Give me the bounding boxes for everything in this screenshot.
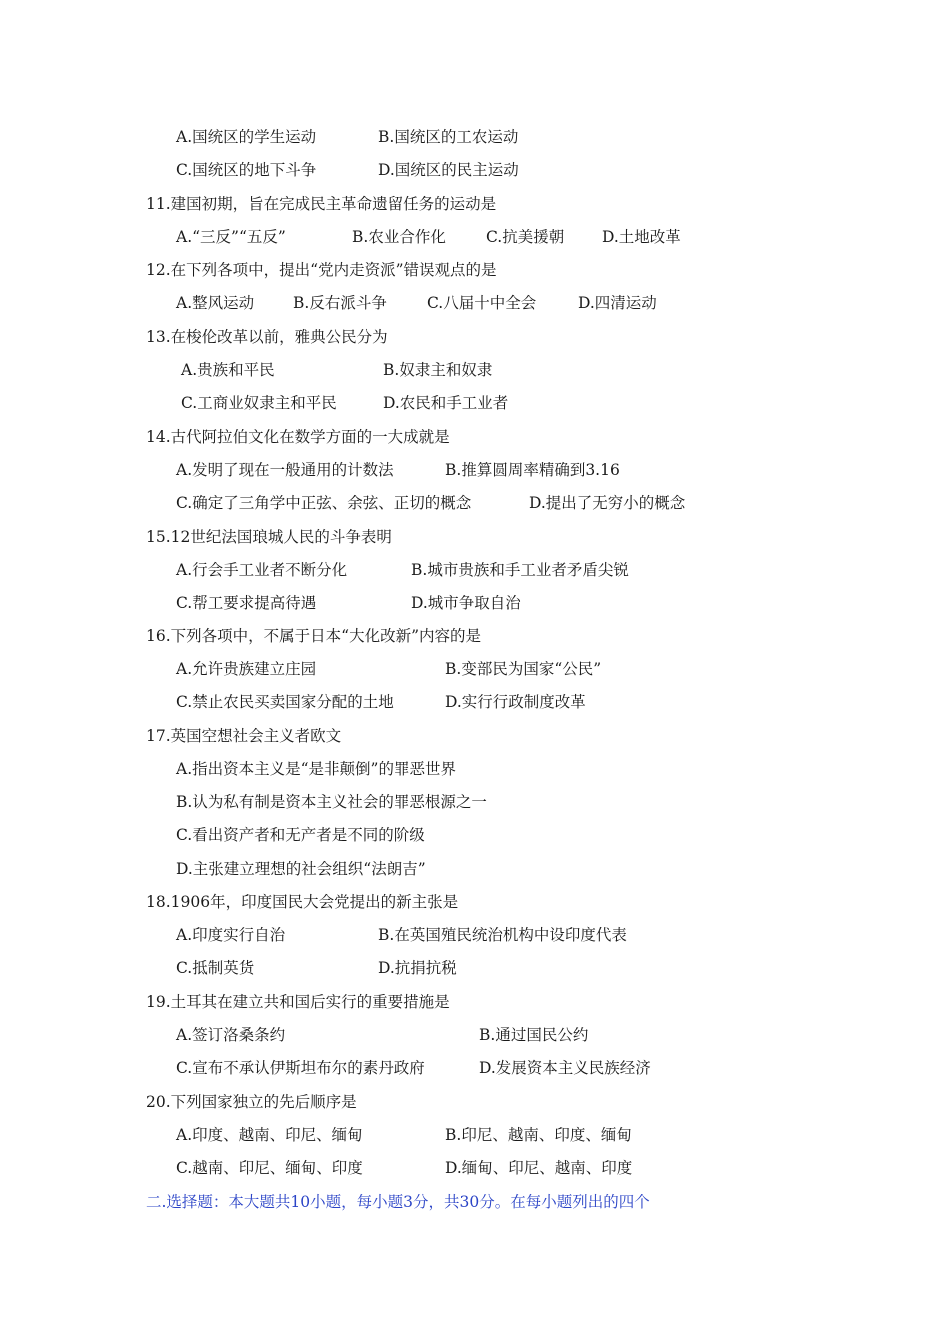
q15-option-d: D.城市争取自治 — [411, 594, 521, 612]
q18-option-b: B.在英国殖民统治机构中设印度代表 — [378, 926, 627, 944]
q19-stem: 19.土耳其在建立共和国后实行的重要措施是 — [146, 993, 450, 1011]
q20-option-a: A.印度、越南、印尼、缅甸 — [176, 1126, 363, 1144]
q11-option-d: D.土地改革 — [602, 228, 681, 246]
q10-option-b: B.国统区的工农运动 — [378, 128, 519, 146]
q17-option-d: D.主张建立理想的社会组织“法朗吉” — [176, 860, 426, 878]
q20-option-c: C.越南、印尼、缅甸、印度 — [176, 1159, 363, 1177]
q15-option-b: B.城市贵族和手工业者矛盾尖锐 — [411, 561, 629, 579]
q11-option-a: A.“三反”“五反” — [176, 228, 286, 246]
q13-option-b: B.奴隶主和奴隶 — [383, 361, 493, 379]
q14-option-a: A.发明了现在一般通用的计数法 — [176, 461, 394, 479]
q20-option-d: D.缅甸、印尼、越南、印度 — [445, 1159, 633, 1177]
q17-option-c: C.看出资产者和无产者是不同的阶级 — [176, 826, 425, 844]
q15-option-a: A.行会手工业者不断分化 — [176, 561, 348, 579]
q20-option-b: B.印尼、越南、印度、缅甸 — [445, 1126, 632, 1144]
q10-option-c: C.国统区的地下斗争 — [176, 161, 317, 179]
q13-option-c: C.工商业奴隶主和平民 — [181, 394, 337, 412]
q15-stem: 15.12世纪法国琅城人民的斗争表明 — [146, 528, 392, 546]
section-two-heading: 二.选择题：本大题共10小题，每小题3分，共30分。在每小题列出的四个 — [146, 1193, 650, 1211]
q14-stem: 14.古代阿拉伯文化在数学方面的一大成就是 — [146, 428, 450, 446]
q19-option-c: C.宣布不承认伊斯坦布尔的素丹政府 — [176, 1059, 425, 1077]
q10-option-a: A.国统区的学生运动 — [176, 128, 317, 146]
q12-stem: 12.在下列各项中，提出“党内走资派”错误观点的是 — [146, 261, 497, 279]
q15-option-c: C.帮工要求提高待遇 — [176, 594, 317, 612]
q18-option-c: C.抵制英货 — [176, 959, 255, 977]
q13-stem: 13.在梭伦改革以前，雅典公民分为 — [146, 328, 388, 346]
q14-option-d: D.提出了无穷小的概念 — [529, 494, 686, 512]
q16-option-c: C.禁止农民买卖国家分配的土地 — [176, 693, 394, 711]
q16-option-d: D.实行行政制度改革 — [445, 693, 586, 711]
q20-stem: 20.下列国家独立的先后顺序是 — [146, 1093, 357, 1111]
q16-option-b: B.变部民为国家“公民” — [445, 660, 602, 678]
q18-option-a: A.印度实行自治 — [176, 926, 286, 944]
q18-stem: 18.1906年，印度国民大会党提出的新主张是 — [146, 893, 459, 911]
q13-option-d: D.农民和手工业者 — [383, 394, 509, 412]
q19-option-a: A.签订洛桑条约 — [176, 1026, 286, 1044]
q12-option-c: C.八届十中全会 — [427, 294, 537, 312]
q14-option-b: B.推算圆周率精确到3.16 — [445, 461, 620, 479]
q16-stem: 16.下列各项中，不属于日本“大化改新”内容的是 — [146, 627, 481, 645]
q13-option-a: A.贵族和平民 — [181, 361, 275, 379]
q16-option-a: A.允许贵族建立庄园 — [176, 660, 317, 678]
q19-option-b: B.通过国民公约 — [479, 1026, 589, 1044]
q17-stem: 17.英国空想社会主义者欧文 — [146, 727, 342, 745]
q11-option-b: B.农业合作化 — [352, 228, 446, 246]
q19-option-d: D.发展资本主义民族经济 — [479, 1059, 651, 1077]
q17-option-a: A.指出资本主义是“是非颠倒”的罪恶世界 — [176, 760, 456, 778]
q14-option-c: C.确定了三角学中正弦、余弦、正切的概念 — [176, 494, 472, 512]
q11-option-c: C.抗美援朝 — [486, 228, 565, 246]
q12-option-b: B.反右派斗争 — [293, 294, 387, 312]
q17-option-b: B.认为私有制是资本主义社会的罪恶根源之一 — [176, 793, 487, 811]
q10-option-d: D.国统区的民主运动 — [378, 161, 519, 179]
q18-option-d: D.抗捐抗税 — [378, 959, 457, 977]
q12-option-d: D.四清运动 — [578, 294, 657, 312]
q11-stem: 11.建国初期，旨在完成民主革命遗留任务的运动是 — [146, 195, 497, 213]
q12-option-a: A.整风运动 — [176, 294, 255, 312]
